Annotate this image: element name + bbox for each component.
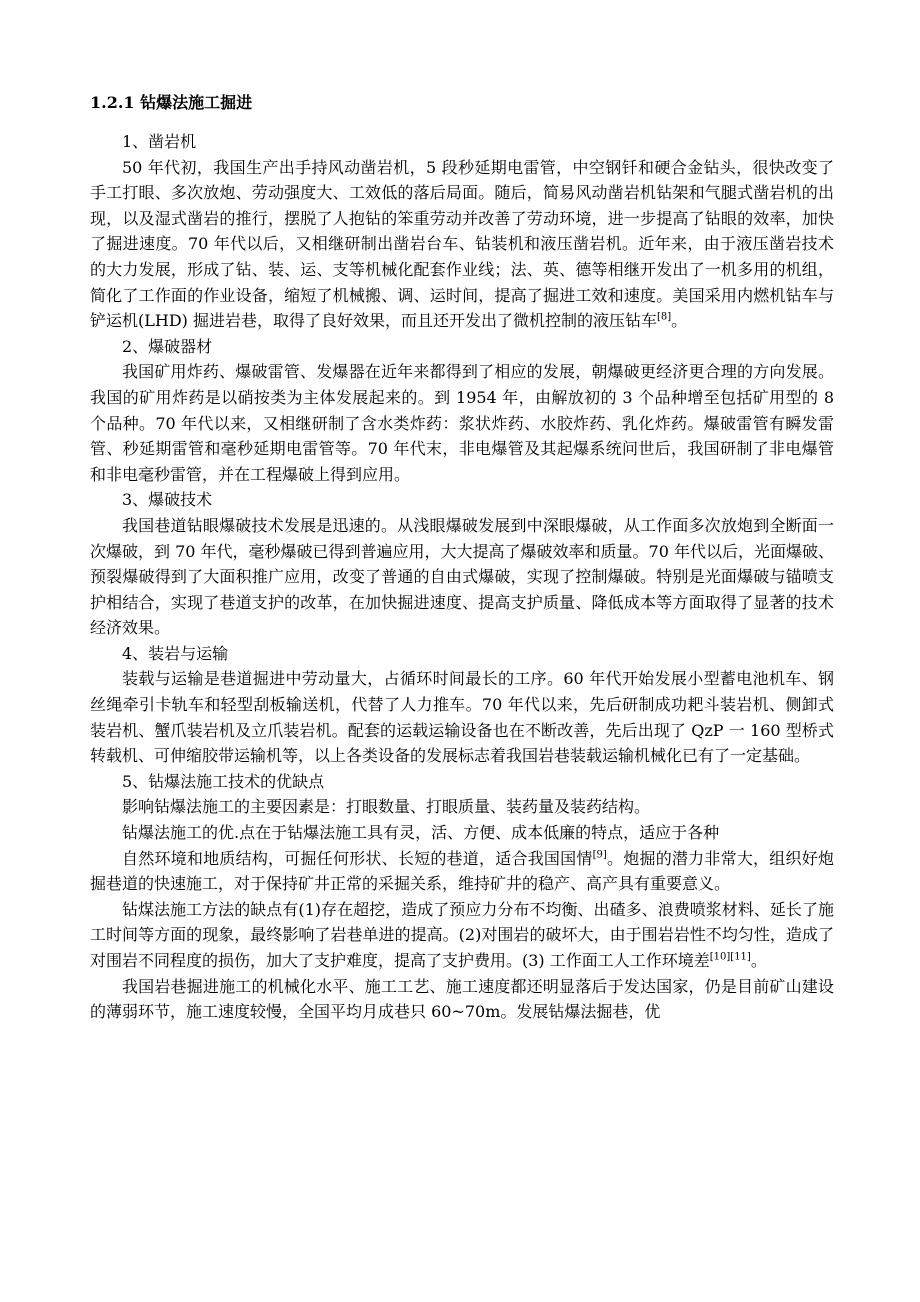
paragraph-text: 。炮掘的潜力非常大，组织好炮掘巷道的快速施工，对于保持矿井正常的采掘关系，维持矿井的稳产、高产具有重要意义。	[90, 848, 834, 894]
paragraph-disadvantages	[90, 897, 834, 974]
paragraph-blasting-materials: 我国矿用炸药、爆破雷管、发爆器在近年来都得到了相应的发展，朝爆破更经济更合理的方向发展。我国的矿用炸药是以硝按类为主体发展起来的。到 1954 年，由解放初的 3 个品种增至包括矿用型的 8 个品种。70 年代以来，又相继研制了含水类炸药：浆状炸药、水胶炸药、乳化炸药。爆破雷管有瞬发雷管、秒延期雷管和毫秒延期电雷管等。70 年代末，非电爆管及其起爆系统问世后，我国研制了非电爆管和非电毫秒雷管，并在工程爆破上得到应用。	[90, 362, 834, 484]
document-body	[90, 129, 834, 1025]
paragraph-advantages-cont	[90, 846, 834, 897]
citation-ref: [8]	[656, 311, 672, 323]
subsection-heading-rock-drill: 1、凿岩机	[122, 132, 197, 151]
subsection-heading-loading-transport: 4、装岩与运输	[122, 643, 229, 663]
paragraph-end: 。	[750, 951, 767, 970]
paragraph-advantages-line: 钻爆法施工的优.点在于钻爆法施工具有灵，活、方便、成本低廉的特点，适应于各种	[122, 823, 720, 843]
subsection-heading-pros-cons: 5、钻爆法施工技术的优缺点	[122, 771, 325, 791]
paragraph-end: 。	[671, 311, 688, 331]
paragraph-mechanization: 我国岩巷掘进施工的机械化水平、施工工艺、施工速度都还明显落后于发达国家，仍是目前矿山建设的薄弱环节，施工速度较慢，全国平均月成巷只 60~70m。发展钻爆法掘巷，优	[90, 976, 834, 1022]
paragraph-blasting-technology: 我国巷道钻眼爆破技术发展是迅速的。从浅眼爆破发展到中深眼爆破，从工作面多次放炮到全断面一次爆破，到 70 年代，毫秒爆破已得到普遍应用，大大提高了爆破效率和质量。70 年代以后，光面爆破、预裂爆破得到了大面积推广应用，改变了普通的自由式爆破，实现了控制爆破。特别是光面爆破与锚喷支护相结合，实现了巷道支护的改革，在加快掘进速度、提高支护质量、降低成本等方面取得了显著的技术经济效果。	[90, 515, 834, 638]
paragraph-text: 钻煤法施工方法的缺点有(1)存在超挖，造成了预应力分布不均衡、出碴多、浪费喷浆材料、延长了施工时间等方面的现象，最终影响了岩巷单进的提高。(2)对围岩的破坏大，由于围岩岩性不均匀性，造成了对围岩不同程度的损伤，加大了支护难度，提高了支护费用。(3) 工作面工人工作环境差	[90, 899, 834, 970]
paragraph-influencing-factors: 影响钻爆法施工的主要因素是：打眼数量、打眼质量、装药量及装药结构。	[122, 797, 651, 817]
subsection-heading-blasting-materials: 2、爆破器材	[122, 336, 213, 356]
paragraph-loading-transport: 装载与运输是巷道掘进中劳动量大，占循环时间最长的工序。60 年代开始发展小型蓄电池机车、钢丝绳牵引卡轨车和轻型刮板输送机，代替了人力推车。70 年代以来，先后研制成功耙斗装岩机、侧卸式装岩机、蟹爪装岩机及立爪装岩机。配套的运载运输设备也在不断改善，先后出现了 QzP 一 160 型桥式转载机、可伸缩胶带运输机等，以上各类设备的发展标志着我国岩巷装载运输机械化已有了一定基础。	[90, 669, 834, 766]
paragraph-text: 50 年代初，我国生产出手持风动凿岩机，5 段秒延期电雷管，中空钢钎和硬合金钻头，很快改变了手工打眼、多次放炮、劳动强度大、工效低的落后局面。随后，简易风动凿岩机钻架和气腿式凿岩机的出现，以及湿式凿岩的推行，摆脱了人抱钻的笨重劳动并改善了劳动环境，进一步提高了钻眼的效率，加快了掘进速度。70 年代以后，又相继研制出凿岩台车、钻装机和液压凿岩机。近年来，由于液压凿岩技术的大力发展，形成了钻、装、运、支等机械化配套作业线；法、英、德等相继开发出了一机多用的机组，简化了工作面的作业设备，缩短了机械搬、调、运时间，提高了掘进工效和速度。美国采用内燃机钻车与铲运机(LHD) 掘进岩巷，取得了良好效果，而且还开发出了微机控制的液压钻车	[90, 157, 834, 331]
section-title: 1.2.1 钻爆法施工掘进	[90, 93, 253, 112]
citation-ref: [9]	[592, 849, 607, 861]
paragraph-rock-drill	[90, 155, 834, 334]
paragraph-text: 自然环境和地质结构，可掘任何形状、长短的巷道，适合我国国情	[122, 848, 593, 868]
subsection-heading-blasting-technology: 3、爆破技术	[122, 490, 213, 510]
citation-ref: [10][11]	[709, 951, 751, 963]
